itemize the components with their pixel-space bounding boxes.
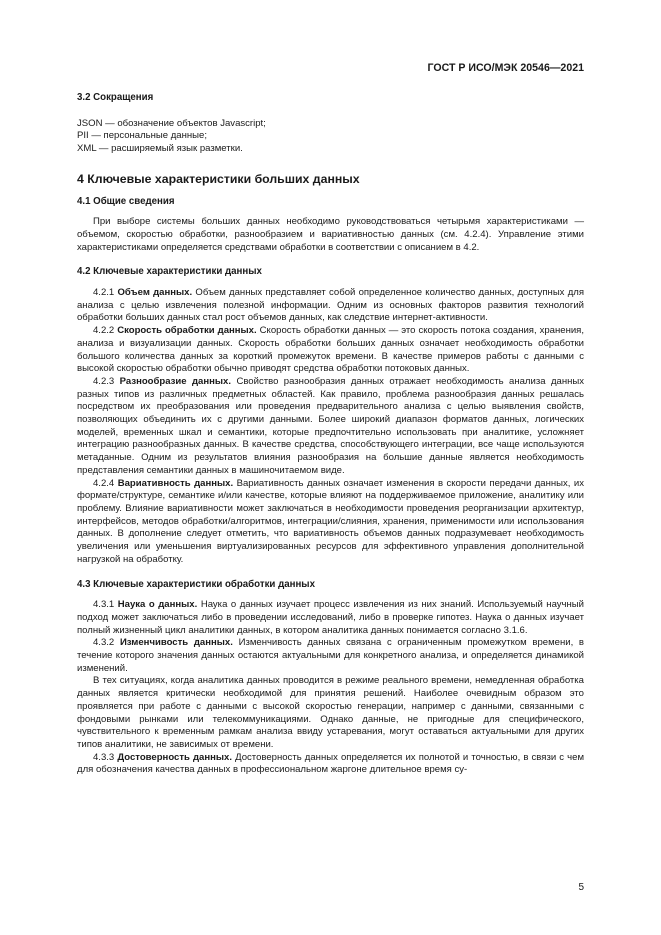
clause-text: Достоверность данных определяется их полнотой и точностью, в связи с чем для обозначения качества данных в профессиональном жаргоне длительное время су-: [77, 751, 585, 776]
clause-term: Изменчивость данных.: [119, 637, 233, 649]
paragraph-4-2-3: [77, 376, 584, 478]
paragraph-4-3-2-continued: В тех ситуациях, когда аналитика данных проводится в режиме реального времени, немедленная обработка данных является критически необходимой для принятия решений. Наиболее очевидным образом это проявляется при работе с данными с высокой скоростью генерации, например с данными, связанными с фондовыми рынками или телекоммуникациями. Однако данные, не пригодные для специфического, чувствительного к временным рамкам анализа ввиду устаревания, могут оставаться актуальными для других типов аналитики, не зависимых от времени.: [77, 675, 584, 750]
clause-term: Наука о данных.: [117, 599, 198, 611]
clause-text: Изменчивость данных связана с ограниченным промежутком времени, в течение которого значения данных остаются актуальными для конкретного анализа, и определяется динамикой изменений.: [77, 637, 585, 674]
clause-term: Разнообразие данных.: [119, 375, 232, 387]
clause-text: Объем данных представляет собой определенное количество данных, доступных для анализа с целью извлечения полезной информации. Одним из основных факторов развития технологий обработки больших данных стал рост объемов данных, как следствие интернет-активности.: [77, 287, 585, 324]
clause-text: Наука о данных изучает процесс извлечения из них знаний. Используемый научный подход может заключаться либо в проведении исследований, либо в проверке гипотез. Наука о данных изучает полный жизненный цикл аналитики данных, в котором аналитика данных понимается согласно 3.1.6.: [77, 599, 584, 636]
section-4-1-text: При выборе системы больших данных необходимо руководствоваться четырьмя характеристиками — объемом, скоростью обработки, разнообразием и вариативностью данных (см. 4.2.4). Управление этими характеристиками определяется средствами обработки в соответствии с описанием в 4.2.: [77, 216, 584, 253]
clause-number: 4.2.2: [93, 325, 115, 337]
abbreviations-list: [77, 118, 584, 156]
clause-term: Скорость обработки данных.: [117, 325, 257, 337]
section-3-2-title: 3.2 Сокращения: [77, 92, 154, 103]
page-body: [77, 92, 584, 777]
section-4-1-title: 4.1 Общие сведения: [77, 195, 175, 207]
clause-term: Достоверность данных.: [117, 751, 233, 763]
clause-number: 4.3.3: [93, 751, 115, 763]
abbreviation-item: PII — персональные данные;: [77, 130, 207, 142]
paragraph-4-2-2: [77, 325, 584, 376]
section-4-2-title: 4.2 Ключевые характеристики данных: [77, 266, 262, 278]
clause-number: 4.2.4: [93, 477, 115, 489]
clause-term: Вариативность данных.: [117, 477, 234, 489]
abbreviation-item: JSON — обозначение объектов Javascript;: [77, 117, 266, 129]
clause-number: 4.2.1: [93, 287, 115, 299]
clause-text: Свойство разнообразия данных отражает необходимость анализа данных разных типов из различных предметных областей. Как правило, проблема разнообразия данных решалась посредством их преобразования или проведения предварительного анализа с целью выявления свойств, позволяющих объединить их с другими данными. Более широкий диапазон форматов данных, логических моделей, временных шкал и семантики, которые предпочтительно использовать при аналитике, усложняет интеграцию разнообразных данных. В качестве средства, способствующего интеграции, все чаще используются метаданные. Одним из результатов влияния разнообразия на большие данные является необходимость представления семантики данных в машиночитаемом виде.: [77, 375, 585, 476]
paragraph-4-2-1: [77, 287, 584, 325]
section-4-3-title: 4.3 Ключевые характеристики обработки данных: [77, 578, 315, 590]
clause-text: Скорость обработки данных — это скорость потока создания, хранения, анализа и визуализации данных. Скорость обработки больших данных означает необходимость обработки большого количества данных за короткий промежуток времени. В качестве примеров работы с данными с высокой скоростью обработки обычно приводят средства обработки потоковых данных.: [77, 325, 584, 375]
paragraph-4-3-2: [77, 637, 584, 675]
paragraph-4-3-3: [77, 752, 584, 777]
paragraph-4-2-4: [77, 478, 584, 567]
clause-term: Объем данных.: [117, 287, 193, 299]
clause-number: 4.3.2: [93, 637, 115, 649]
clause-text: Вариативность данных означает изменения в скорости передачи данных, их формате/структуре, семантике и/или качестве, которые влияют на поддерживаемое приложение, аналитику или проблему. Влияние вариативности может заключаться в необходимости проведения реорганизации архитектур, интерфейсов, методов обработки/алгоритмов, интеграции/слияния, хранения, применимости или использования данных. В дополнение следует отметить, что вариативность объемов данных подразумевает необходимость увеличения или уменьшения виртуализированных ресурсов для эффективного управления дополнительной нагрузкой на обработку.: [77, 477, 585, 565]
clause-number: 4.2.3: [93, 375, 115, 387]
paragraph-4-3-1: [77, 599, 584, 637]
clause-number: 4.3.1: [93, 599, 115, 611]
page-number: 5: [578, 882, 584, 893]
section-4-title: 4 Ключевые характеристики больших данных: [77, 171, 360, 186]
standard-header: ГОСТ Р ИСО/МЭК 20546—2021: [427, 62, 584, 74]
abbreviation-item: XML — расширяемый язык разметки.: [77, 143, 243, 155]
